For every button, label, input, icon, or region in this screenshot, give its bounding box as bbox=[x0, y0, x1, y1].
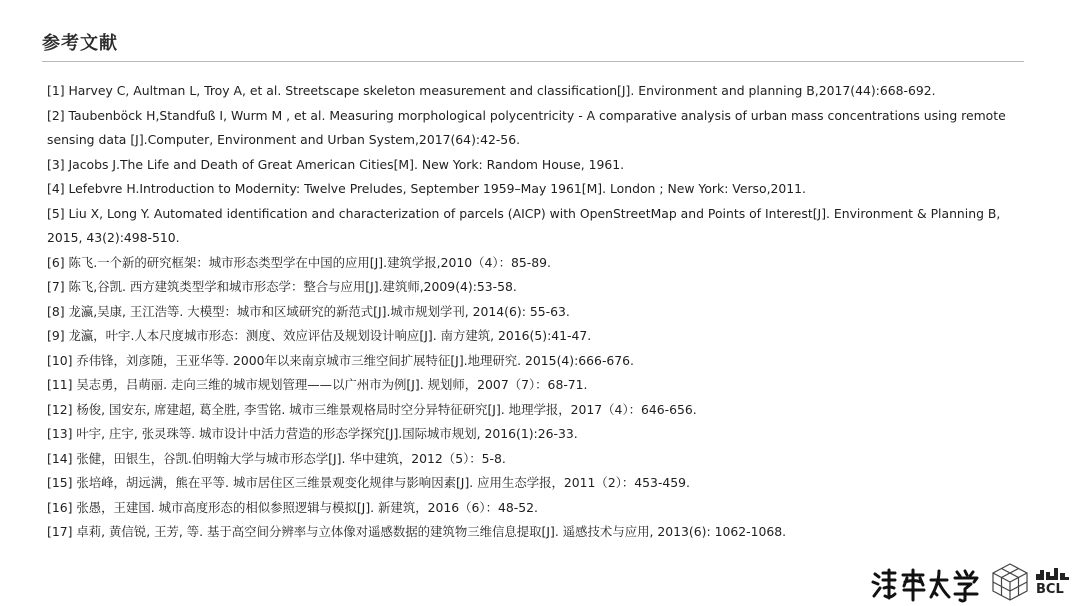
reference-item: [3] Jacobs J.The Life and Death of Great American Cities[M]. New York: Random House, 1961. bbox=[47, 156, 625, 172]
cube-icon bbox=[988, 560, 1032, 604]
reference-item: [14] 张健，田银生，谷凯.伯明翰大学与城市形态学[J]. 华中建筑，2012（5）：5-8. bbox=[47, 450, 506, 466]
reference-item: [13] 叶宇, 庄宇, 张灵珠等. 城市设计中活力营造的形态学探究[J].国际城市规划, 2016(1):26-33. bbox=[47, 426, 578, 441]
page-title: 参考文献 bbox=[42, 33, 118, 54]
reference-list bbox=[47, 79, 1022, 545]
reference-item: [6] 陈飞.一个新的研究框架：城市形态类型学在中国的应用[J].建筑学报,2010（4）：85-89. bbox=[47, 254, 551, 270]
reference-item: [8] 龙瀛,吴康, 王江浩等. 大模型：城市和区域研究的新范式[J].城市规划学刊, 2014(6): 55-63. bbox=[47, 303, 570, 319]
bcl-lab-logo bbox=[1034, 566, 1072, 604]
reference-item: [17] 卓莉, 黄信锐, 王芳, 等. 基于高空间分辨率与立体像对遥感数据的建筑物三维信息提取[J]. 遥感技术与应用, 2013(6): 1062-1068. bbox=[47, 524, 787, 539]
bcl-logo-text: BCL bbox=[1036, 582, 1064, 597]
reference-item: [9] 龙瀛，叶宇.人本尺度城市形态：测度、效应评估及规划设计响应[J]. 南方建筑, 2016(5):41-47. bbox=[47, 328, 592, 343]
reference-item: [5] Liu X, Long Y. Automated identification and characterization of parcels (AICP) with OpenStreetMap and Points of Interest[J]. Environment & Planning B, 2015, 43(2):498-510. bbox=[47, 205, 1001, 245]
reference-item: [4] Lefebvre H.Introduction to Modernity: Twelve Preludes, September 1959–May 1961[M]. London ; New York: Verso,2011. bbox=[47, 181, 806, 196]
tsinghua-calligraphy-logo bbox=[869, 566, 984, 604]
reference-item: [16] 张愚，王建国. 城市高度形态的相似参照逻辑与模拟[J]. 新建筑，2016（6）：48-52. bbox=[47, 499, 538, 515]
reference-item: [12] 杨俊, 国安东, 席建超, 葛全胜, 李雪铭. 城市三维景观格局时空分异特征研究[J]. 地理学报，2017（4）：646-656. bbox=[47, 401, 697, 417]
reference-item: [2] Taubenböck H,Standfuß I, Wurm M , et al. Measuring morphological polycentricity - A comparative analysis of urban mass concentrations using remote sensing data [J].Computer, Environment and Urban System,2017(64):42-56. bbox=[47, 107, 1006, 147]
reference-item: [1] Harvey C, Aultman L, Troy A, et al. Streetscape skeleton measurement and classification[J]. Environment and planning B,2017(44):668-692. bbox=[47, 83, 936, 98]
reference-item: [11] 吴志勇，吕萌丽. 走向三维的城市规划管理——以广州市为例[J]. 规划师，2007（7）：68-71. bbox=[47, 377, 588, 392]
reference-item: [7] 陈飞,谷凯. 西方建筑类型学和城市形态学：整合与应用[J].建筑师,2009(4):53-58. bbox=[47, 279, 517, 294]
reference-item: [15] 张培峰，胡远满，熊在平等. 城市居住区三维景观变化规律与影响因素[J]. 应用生态学报，2011（2）：453-459. bbox=[47, 475, 691, 490]
title-divider bbox=[42, 61, 1024, 62]
skyline-icon bbox=[1034, 566, 1072, 582]
reference-item: [10] 乔伟锋，刘彦随，王亚华等. 2000年以来南京城市三维空间扩展特征[J].地理研究. 2015(4):666-676. bbox=[47, 352, 634, 368]
footer-logos bbox=[869, 560, 1072, 604]
